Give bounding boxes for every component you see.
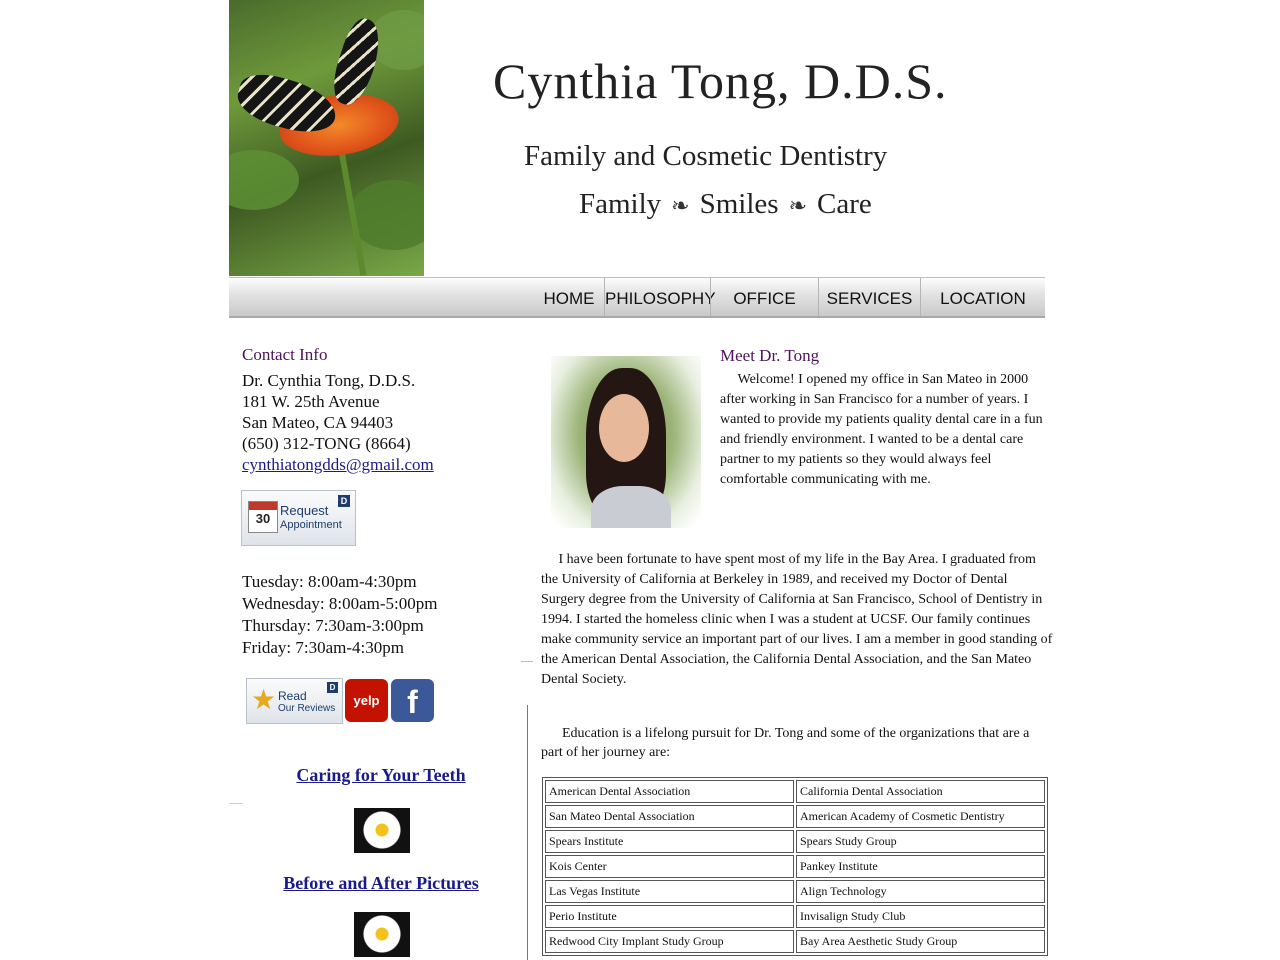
- table-cell: California Dental Association: [796, 780, 1045, 803]
- divider: [521, 661, 533, 662]
- page: [229, 0, 1053, 960]
- demandforce-badge-icon: D: [338, 495, 350, 507]
- table-cell: Invisalign Study Club: [796, 905, 1045, 928]
- table-cell: Redwood City Implant Study Group: [545, 930, 794, 953]
- contact-email-link[interactable]: cynthiatongdds@gmail.com: [242, 455, 434, 474]
- contact-city: San Mateo, CA 94403: [242, 413, 394, 432]
- table-row: [545, 855, 1045, 878]
- organizations-table: [542, 777, 1048, 956]
- tagline-word: Smiles: [699, 188, 779, 220]
- main-nav: [229, 277, 1045, 318]
- welcome-text: Welcome! I opened my office in San Mateo in 2000 after working in San Francisco for a number of years. I wanted to provide my patients quality dental care in a fun and friendly environment. I wanted to be a dental care partner to my patients so they would always feel comfortable communicating with me.: [720, 372, 1043, 487]
- contact-street: 181 W. 25th Avenue: [242, 392, 380, 411]
- education-text: Education is a lifelong pursuit for Dr. Tong and some of the organizations that are a part of her journey are:: [541, 726, 1030, 760]
- read-reviews-button[interactable]: [246, 678, 343, 724]
- dr-tong-portrait: [551, 356, 701, 528]
- tagline-word: Family: [579, 188, 662, 220]
- hours-thursday: Thursday: 7:30am-3:00pm: [242, 616, 424, 635]
- butterfly-photo: [229, 0, 424, 276]
- table-row: [545, 880, 1045, 903]
- bio-text: I have been fortunate to have spent most of my life in the Bay Area. I graduated from the University of California at Berkeley in 1989, and received my Doctor of Dental Surgery degree from the University of California at San Francisco, School of Dentistry in 1994. I started the homeless clinic when I was a student at UCSF. Our family continues make community service an important part of our lives. I am a member in good standing of the American Dental Association, the California Dental Association, and the San Mateo Dental Society.: [541, 552, 1053, 687]
- table-cell: Align Technology: [796, 880, 1045, 903]
- table-row: [545, 805, 1045, 828]
- demandforce-badge-icon: D: [327, 682, 338, 693]
- tagline-word: Care: [817, 188, 872, 220]
- site-header: [229, 0, 1045, 277]
- site-tagline: [579, 188, 872, 221]
- site-title: Cynthia Tong, D.D.S.: [493, 53, 948, 109]
- table-row: [545, 780, 1045, 803]
- contact-heading: Contact Info: [242, 345, 328, 364]
- calendar-icon: 30: [248, 501, 278, 533]
- facebook-icon[interactable]: f: [391, 679, 434, 722]
- contact-phone: (650) 312-TONG (8664): [242, 434, 411, 453]
- table-cell: Bay Area Aesthetic Study Group: [796, 930, 1045, 953]
- divider: [229, 803, 243, 804]
- table-cell: Kois Center: [545, 855, 794, 878]
- contact-info: [242, 370, 434, 475]
- before-after-link[interactable]: Before and After Pictures: [283, 873, 479, 893]
- table-cell: San Mateo Dental Association: [545, 805, 794, 828]
- contact-name: Dr. Cynthia Tong, D.D.S.: [242, 371, 416, 390]
- daisy-icon[interactable]: [354, 912, 410, 957]
- our-reviews-label: Our Reviews: [278, 703, 336, 714]
- read-label: Read: [278, 689, 307, 703]
- daisy-icon[interactable]: [354, 808, 410, 853]
- column-divider: [527, 705, 528, 960]
- meet-heading: Meet Dr. Tong: [720, 346, 820, 365]
- nav-philosophy[interactable]: PHILOSOPHY: [604, 278, 710, 316]
- table-cell: Spears Study Group: [796, 830, 1045, 853]
- nav-home[interactable]: HOME: [543, 289, 595, 308]
- table-row: [545, 905, 1045, 928]
- table-cell: American Dental Association: [545, 780, 794, 803]
- table-cell: Pankey Institute: [796, 855, 1045, 878]
- nav-location[interactable]: LOCATION: [920, 278, 1045, 316]
- appointment-label: Appointment: [280, 519, 342, 531]
- request-label: Request: [280, 503, 329, 518]
- table-cell: Perio Institute: [545, 905, 794, 928]
- caring-for-teeth-link[interactable]: Caring for Your Teeth: [296, 765, 466, 785]
- hours-wednesday: Wednesday: 8:00am-5:00pm: [242, 594, 438, 613]
- site-subtitle: Family and Cosmetic Dentistry: [524, 140, 888, 172]
- nav-services[interactable]: SERVICES: [818, 278, 920, 316]
- office-hours: [242, 571, 438, 659]
- yelp-icon[interactable]: yelp: [345, 679, 388, 722]
- request-appointment-button[interactable]: [241, 490, 356, 546]
- table-row: [545, 930, 1045, 953]
- table-cell: Spears Institute: [545, 830, 794, 853]
- star-icon: ★: [251, 684, 277, 715]
- nav-office[interactable]: OFFICE: [710, 278, 818, 316]
- ornament-icon: ❧: [788, 193, 808, 218]
- ornament-icon: ❧: [671, 193, 690, 218]
- hours-friday: Friday: 7:30am-4:30pm: [242, 638, 404, 657]
- table-cell: Las Vegas Institute: [545, 880, 794, 903]
- table-cell: American Academy of Cosmetic Dentistry: [796, 805, 1045, 828]
- table-row: [545, 830, 1045, 853]
- hours-tuesday: Tuesday: 8:00am-4:30pm: [242, 572, 417, 591]
